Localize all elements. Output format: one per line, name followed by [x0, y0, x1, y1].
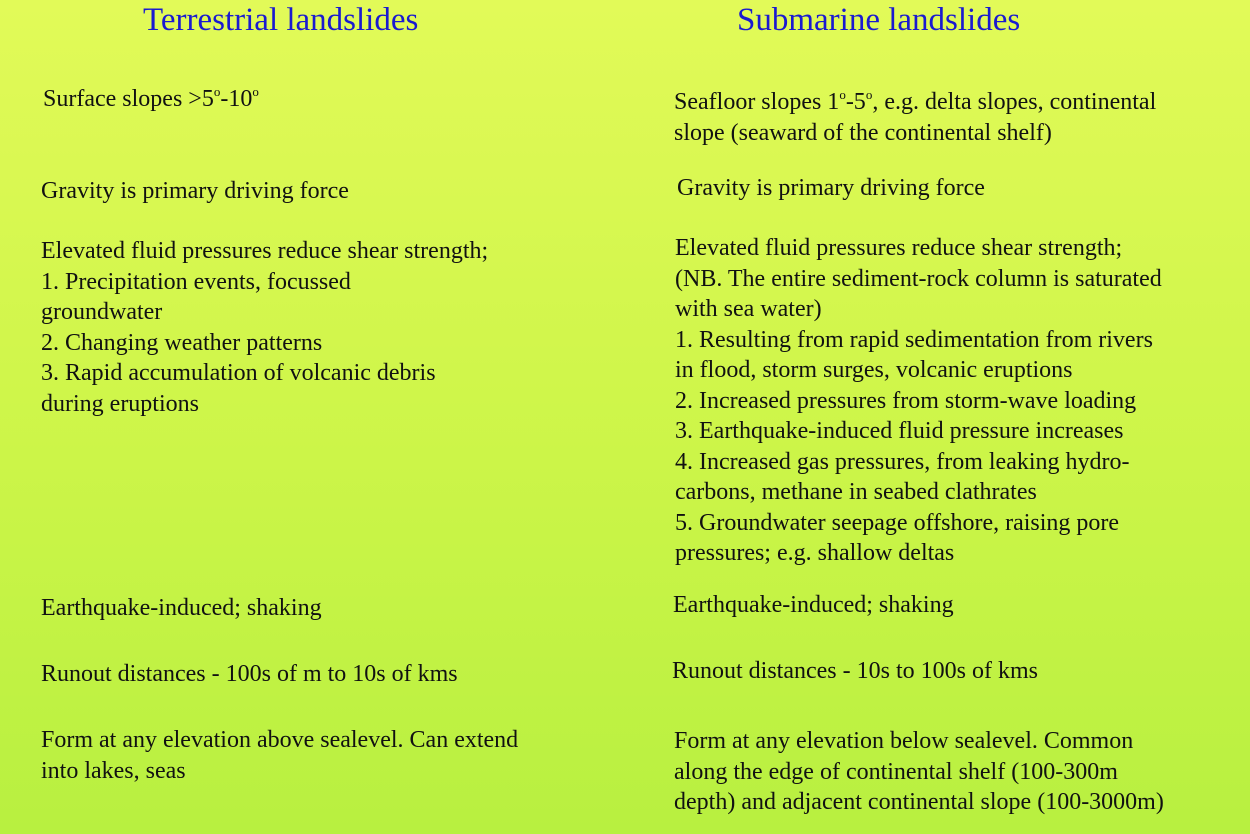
submarine-earthquake: Earthquake-induced; shaking: [673, 592, 954, 618]
submarine-slopes: Seafloor slopes 1$^o$-5$^o$, e.g. delta slopes, continental slope (seaward of the continental shelf): [674, 87, 1157, 146]
terrestrial-gravity: Gravity is primary driving force: [41, 178, 349, 204]
terrestrial-earthquake: Earthquake-induced; shaking: [41, 595, 322, 621]
submarine-gravity: Gravity is primary driving force: [677, 175, 985, 201]
terrestrial-elevation: Form at any elevation above sealevel. Can extend into lakes, seas: [41, 727, 519, 784]
submarine-runout: Runout distances - 10s to 100s of kms: [672, 658, 1038, 684]
terrestrial-runout: Runout distances - 100s of m to 10s of kms: [41, 661, 458, 687]
terrestrial-fluid-pressures: Elevated fluid pressures reduce shear strength; 1. Precipitation events, focussed groundwater 2. Changing weather patterns 3. Rapid accumulation of volcanic debris during eruptions: [41, 238, 489, 417]
submarine-fluid-pressures: Elevated fluid pressures reduce shear strength; (NB. The entire sediment-rock column is saturated with sea water) 1. Resulting from rapid sedimentation from rivers in flood, storm surges, volcanic eruptions 2. Increased pressures from storm-wave loading 3. Earthquake-induced fluid pressure increases 4. Increased gas pressures, from leaking hydro- carbons, methane in seabed clathrates 5. Groundwater seepage offshore, raising pore pressures; e.g. shallow deltas: [675, 235, 1162, 566]
submarine-elevation: Form at any elevation below sealevel. Common along the edge of continental shelf (100-300m depth) and adjacent continental slope (100-3000m): [674, 728, 1164, 815]
submarine-heading: Submarine landslides: [737, 2, 1021, 38]
terrestrial-slopes: Surface slopes $>5^o-10^o$: [43, 84, 259, 112]
terrestrial-heading: Terrestrial landslides: [143, 2, 419, 38]
